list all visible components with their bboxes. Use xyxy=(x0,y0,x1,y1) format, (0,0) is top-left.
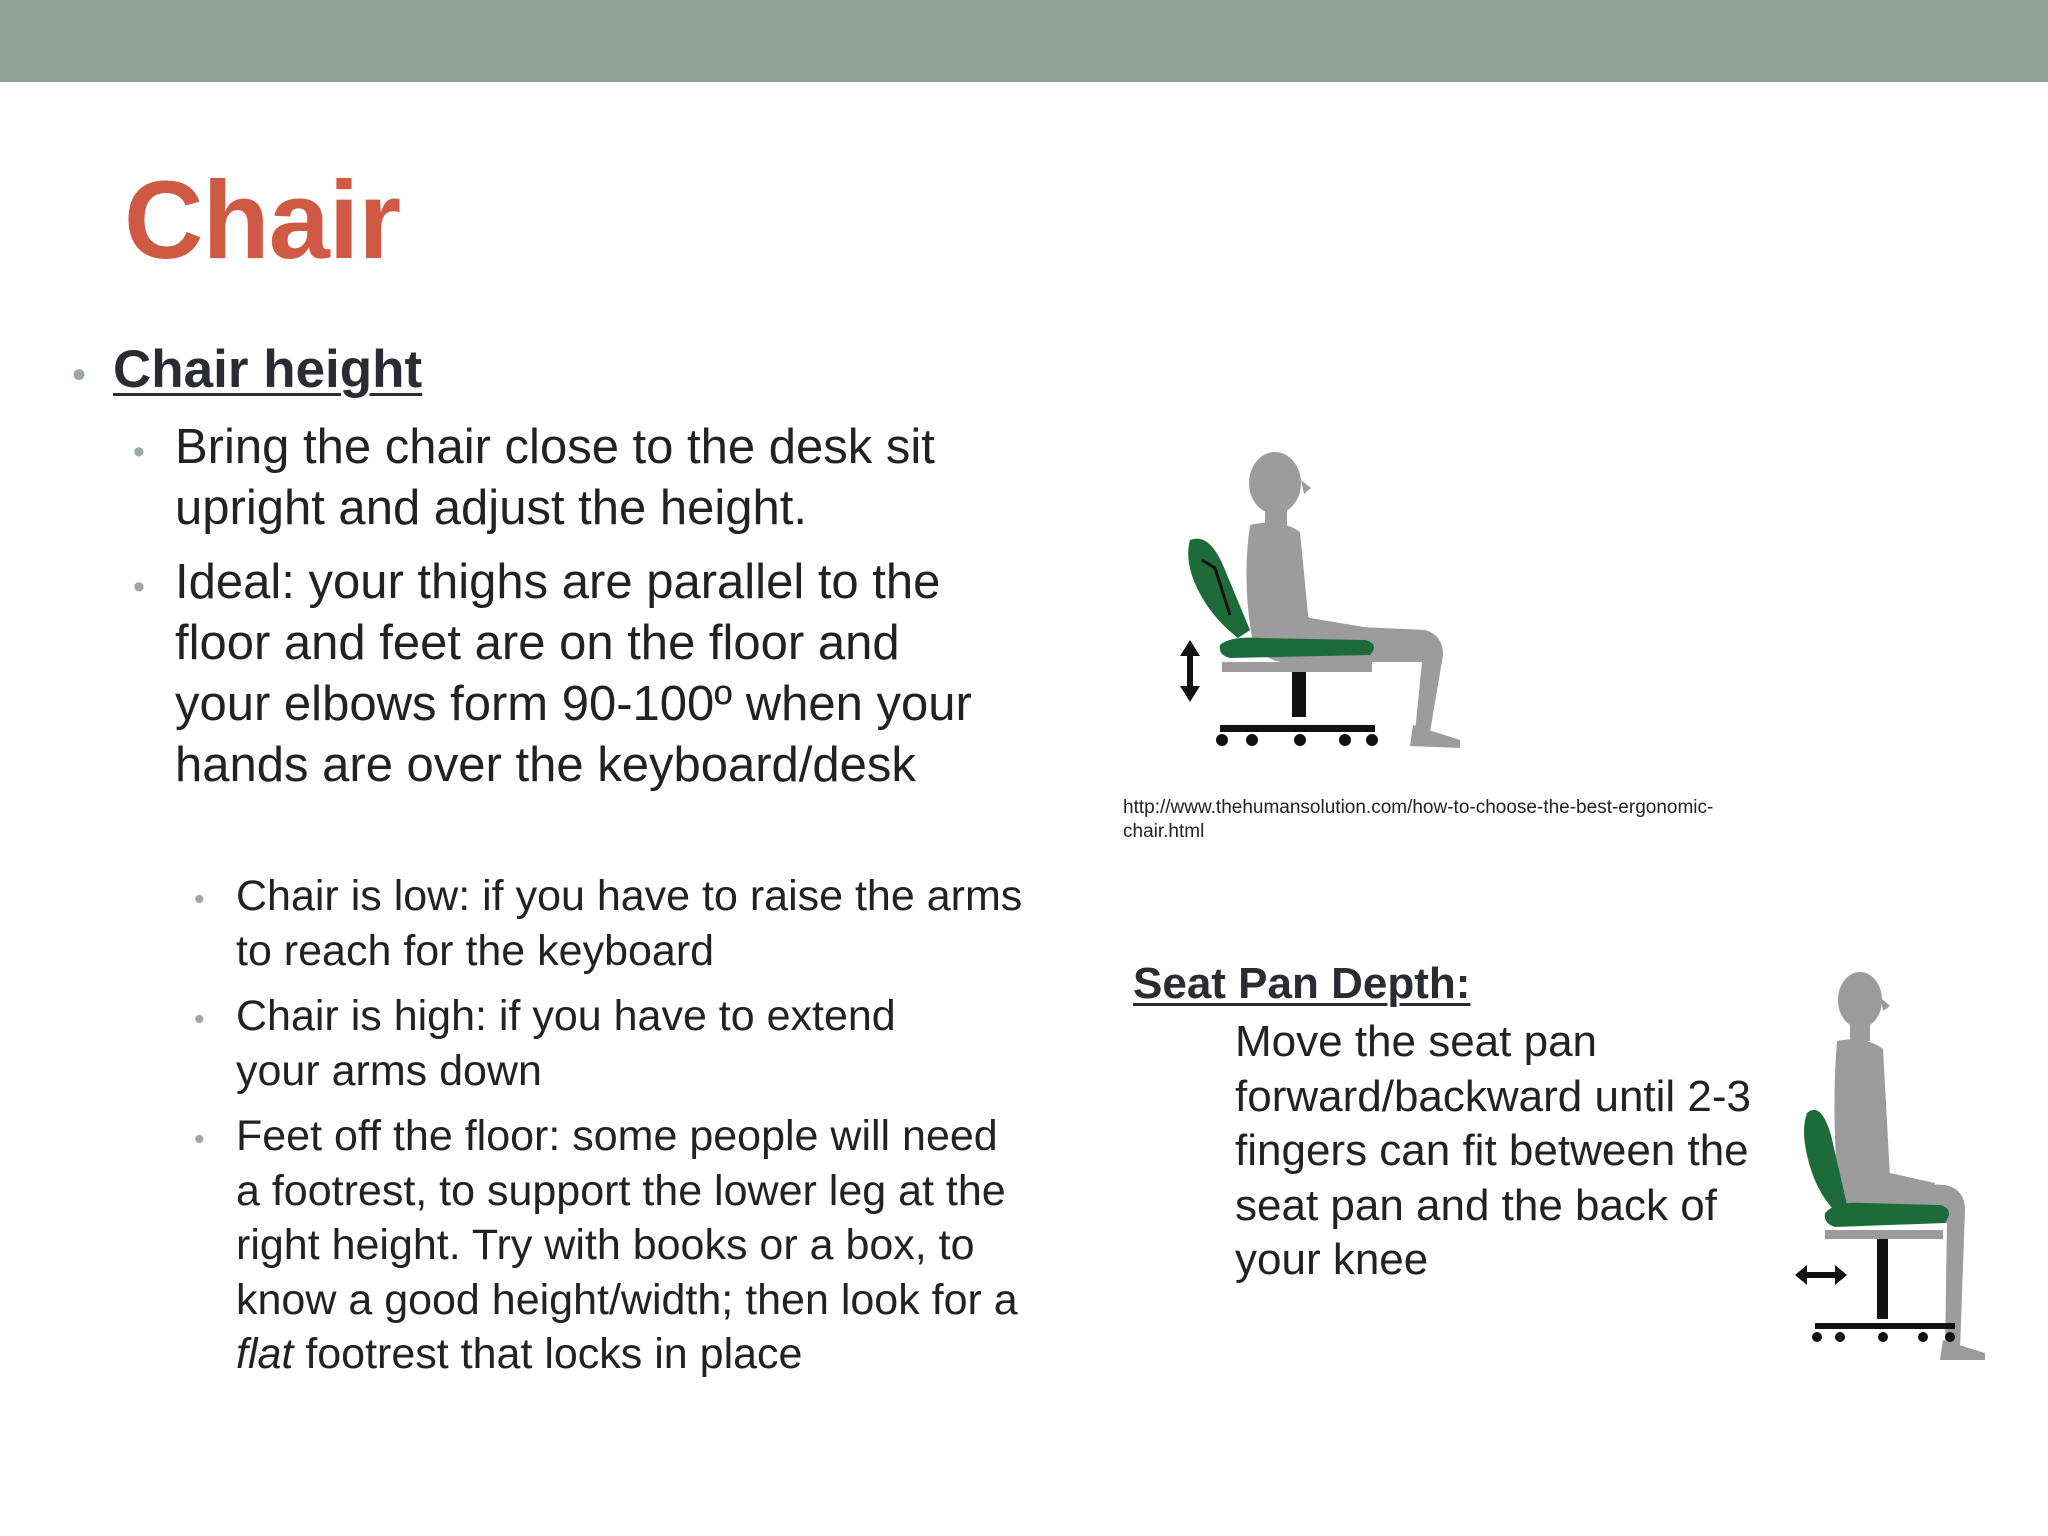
bullet-dot: • xyxy=(133,433,145,471)
bullet-feet-off-floor xyxy=(236,1109,1026,1382)
footrest-text-end: footrest that locks in place xyxy=(293,1330,803,1378)
bullet-bring-chair-close: Bring the chair close to the desk sit upright and adjust the height. xyxy=(175,420,935,535)
seat-pan-text: Move the seat pan forward/backward until 2-3 fingers can fit between the seat pan and the back of your knee xyxy=(1235,1017,1752,1284)
bullet-chair-is-high: Chair is high: if you have to extend your arms down xyxy=(236,992,896,1095)
top-banner xyxy=(0,0,2048,82)
chair-height-illustration xyxy=(1160,440,1490,760)
footrest-text-start: Feet off the floor: some people will need a footrest, to support the lower leg at the right height. Try with books or a box, to know a good height/width; then look for a xyxy=(236,1112,1018,1324)
slide-title: Chair xyxy=(124,159,401,282)
source-citation: http://www.thehumansolution.com/how-to-choose-the-best-ergonomic-chair.html xyxy=(1123,797,1714,842)
bullet-ideal-posture: Ideal: your thighs are parallel to the floor and feet are on the floor and your elbows form 90-100º when your hands are over the keyboard/desk xyxy=(175,555,972,792)
bullet-dot: • xyxy=(133,568,145,606)
chair-height-heading: Chair height xyxy=(113,340,423,399)
seat-depth-illustration xyxy=(1795,965,2005,1365)
bullet-dot: • xyxy=(194,1123,205,1156)
bullet-dot: • xyxy=(194,1003,205,1036)
footrest-text-italic: flat xyxy=(236,1330,294,1378)
bullet-chair-is-low: Chair is low: if you have to raise the arms to reach for the keyboard xyxy=(236,872,1023,975)
bullet-dot: • xyxy=(72,353,87,397)
bullet-dot: • xyxy=(194,883,205,916)
seat-pan-heading: Seat Pan Depth: xyxy=(1133,959,1471,1008)
